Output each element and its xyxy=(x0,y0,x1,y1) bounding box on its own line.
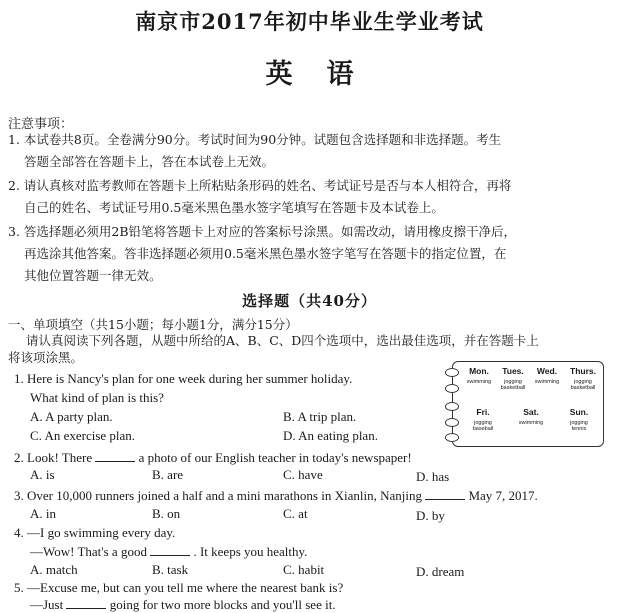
day-sun: Sun. xyxy=(569,407,589,417)
ring-4 xyxy=(445,418,459,427)
note-2-line2: 自己的姓名、考试证号用0.5毫米黑色墨水签字笔填写在答题卡及本试卷上。 xyxy=(24,200,444,215)
q4-option-d: D. dream xyxy=(416,564,465,579)
ring-1 xyxy=(445,368,459,377)
q5-stem-after: going for two more blocks and you'll see it. xyxy=(109,597,336,612)
weekly-plan-notebook xyxy=(452,361,604,447)
day-wed: Wed. xyxy=(536,366,558,376)
day-thurs: Thurs. xyxy=(570,366,596,376)
act-sun: jogging tennis xyxy=(570,420,588,432)
day-fri: Fri. xyxy=(476,407,490,417)
ring-2 xyxy=(445,384,459,393)
note-item-3 xyxy=(8,224,516,284)
q4-stem-line2 xyxy=(30,543,307,560)
q2-stem-after: a photo of our English teacher in today's newspaper! xyxy=(138,450,412,465)
q3-option-d: D. by xyxy=(416,508,445,523)
q3-option-a: A. in xyxy=(30,506,56,521)
part-title: 一、单项填空（共15小题；每小题1分，满分15分） xyxy=(8,317,298,332)
exam-title: 南京市2017年初中毕业生学业考试 xyxy=(135,9,484,34)
q1-option-a: A. A party plan. xyxy=(30,409,113,424)
day-mon: Mon. xyxy=(469,366,489,376)
act-fri: jogging baseball xyxy=(472,420,494,432)
act-tues: jogging basketball xyxy=(500,379,526,391)
note-2-line1: 2. 请认真核对监考教师在答题卡上所粘贴条形码的姓名、考试证号是否与本人相符合，再将 xyxy=(8,178,512,193)
q3-stem-before: 3. Over 10,000 runners joined a half and a mini marathons in Xianlin, Nanjing xyxy=(14,488,422,503)
q4-option-a: A. match xyxy=(30,562,78,577)
q1-stem-line1: 1. Here is Nancy's plan for one week during her summer holiday. xyxy=(14,371,353,386)
q4-option-b: B. task xyxy=(152,562,189,577)
note-item-2 xyxy=(8,178,511,216)
q1-stem-line2: What kind of plan is this? xyxy=(30,390,164,405)
act-sat: swimming xyxy=(518,420,544,426)
act-wed: swimming xyxy=(534,379,560,385)
q1-option-b: B. A trip plan. xyxy=(283,409,357,424)
q2-stem-before: 2. Look! There xyxy=(14,450,93,465)
q3-stem-after: May 7, 2017. xyxy=(468,488,538,503)
q2-option-d: D. has xyxy=(416,469,450,484)
q2-option-b: B. are xyxy=(152,467,184,482)
instruction-line1: 请认真阅读下列各题，从题中所给的A、B、C、D四个选项中，选出最佳选项，并在答题卡上 xyxy=(26,333,539,348)
q3-option-c: C. at xyxy=(283,506,308,521)
note-1-line1: 1. 本试卷共8页。全卷满分90分。考试时间为90分钟。试题包含选择题和非选择题。考生 xyxy=(8,132,502,147)
q4-blank xyxy=(150,543,190,556)
q1-option-d: D. An eating plan. xyxy=(283,428,378,443)
subject-title: 英语 xyxy=(265,59,388,90)
section-title: 选择题（共40分） xyxy=(242,292,377,310)
q4-stem-line1: 4. —I go swimming every day. xyxy=(14,525,176,540)
q2-stem xyxy=(14,449,412,466)
day-tues: Tues. xyxy=(502,366,524,376)
q4-stem-before: —Wow! That's a good xyxy=(30,544,147,559)
q3-stem xyxy=(14,487,538,504)
q4-stem-after: . It keeps you healthy. xyxy=(193,544,308,559)
q3-blank xyxy=(425,487,465,500)
q2-blank xyxy=(95,449,135,462)
instruction-line2: 将该项涂黑。 xyxy=(8,350,84,365)
note-3-line3: 其他位置答题一律无效。 xyxy=(24,268,162,283)
q4-option-c: C. habit xyxy=(283,562,325,577)
note-item-1 xyxy=(8,132,501,170)
note-3-line1: 3. 答选择题必须用2B铅笔将答题卡上对应的答案标号涂黑。如需改动，请用橡皮擦干净后， xyxy=(8,224,517,239)
notes-heading: 注意事项： xyxy=(8,117,74,132)
day-sat: Sat. xyxy=(523,407,539,417)
q2-option-c: C. have xyxy=(283,467,323,482)
act-thurs: jogging basketball xyxy=(570,379,596,391)
q2-option-a: A. is xyxy=(30,467,55,482)
q5-stem-line1: 5. —Excuse me, but can you tell me where the nearest bank is? xyxy=(14,580,344,595)
note-1-line2: 答题全部答在答题卡上，答在本试卷上无效。 xyxy=(24,154,275,169)
q5-blank xyxy=(66,596,106,609)
ring-3 xyxy=(445,402,459,411)
q5-stem-before: —Just xyxy=(30,597,64,612)
q3-option-b: B. on xyxy=(152,506,181,521)
note-3-line2: 再选涂其他答案。答非选择题必须用0.5毫米黑色墨水签字笔写在答题卡的指定位置，在 xyxy=(24,246,507,261)
q5-stem-line2 xyxy=(30,596,336,613)
act-mon: swimming xyxy=(466,379,492,385)
ring-5 xyxy=(445,433,459,442)
q1-option-c: C. An exercise plan. xyxy=(30,428,136,443)
